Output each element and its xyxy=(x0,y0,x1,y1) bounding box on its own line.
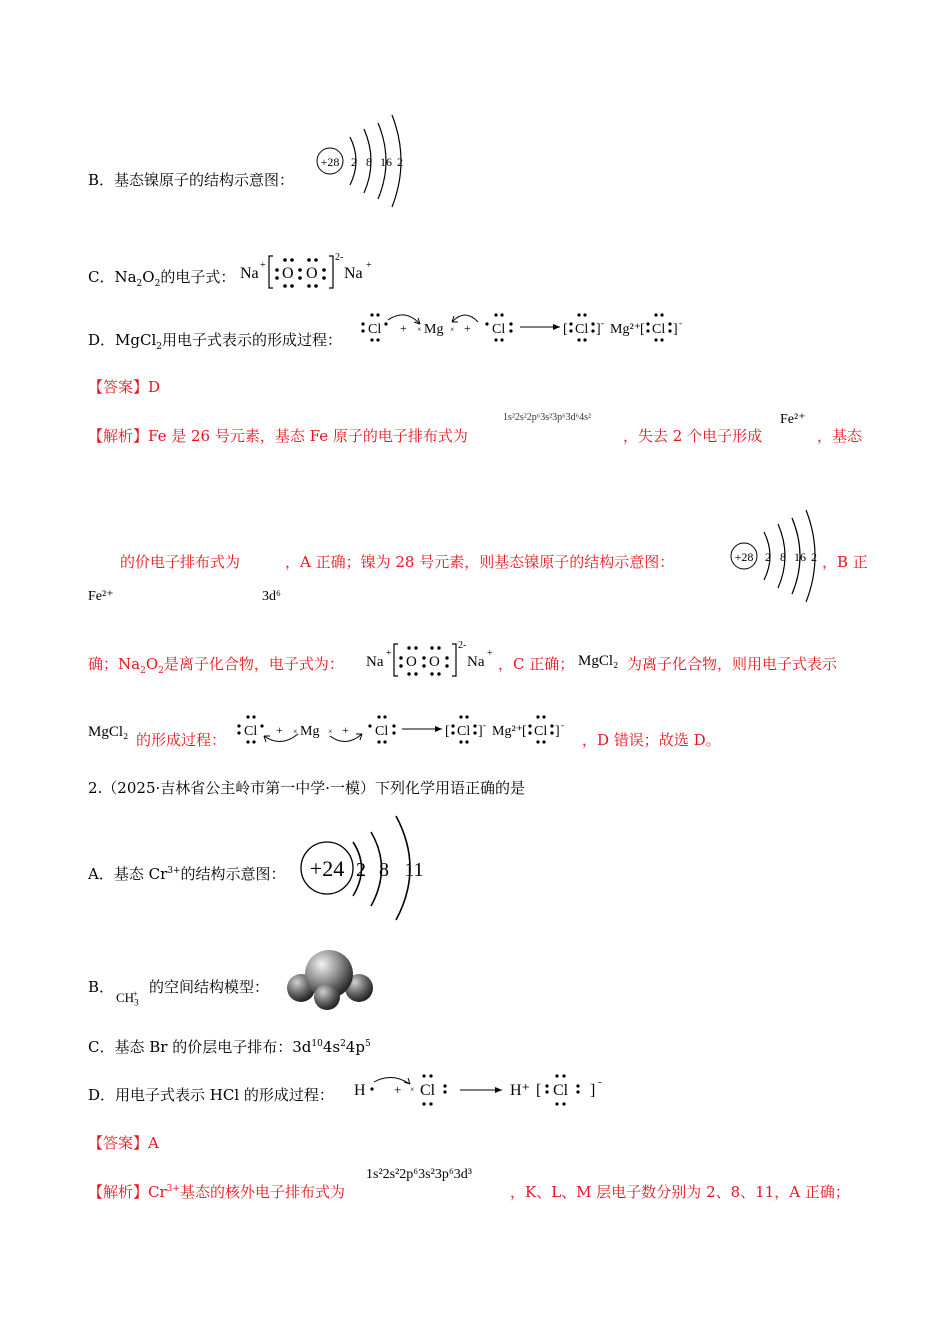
svg-text:Cl: Cl xyxy=(534,724,548,739)
svg-text:Cl: Cl xyxy=(420,1082,436,1099)
svg-text:Cl: Cl xyxy=(575,322,589,337)
svg-text:8: 8 xyxy=(379,859,389,881)
q1-expl-line1b: ，失去 2 个电子形成 xyxy=(623,427,763,445)
svg-text:×: × xyxy=(293,727,298,736)
h-atom-front xyxy=(314,984,340,1010)
svg-text:2: 2 xyxy=(356,859,366,881)
svg-text:2: 2 xyxy=(765,550,771,564)
svg-text:+: + xyxy=(464,321,471,335)
svg-text:+: + xyxy=(386,648,392,659)
svg-text:+: + xyxy=(487,648,493,659)
svg-text:+24: +24 xyxy=(309,856,345,881)
q1-expl-line3g: 为离子化合物，则用电子式表示 xyxy=(627,655,838,673)
mgcl2-formation-process-expl xyxy=(236,712,586,748)
q1-expl-line4a: 的形成过程： xyxy=(136,731,227,749)
svg-text:×: × xyxy=(328,727,333,736)
svg-text:×: × xyxy=(417,325,422,334)
svg-text:Cl: Cl xyxy=(492,322,506,337)
svg-text:+: + xyxy=(366,260,372,271)
mgcl2-label-2: MgCl₂ xyxy=(88,724,129,740)
q1-option-c: C．$Na_2O_2$的电子式： xyxy=(88,268,236,289)
na2o2-electron-formula-expl xyxy=(366,638,496,682)
q2-expl-c: ，K、L、M 层电子数分别为 2、8、11，A 正确； xyxy=(510,1183,850,1201)
na2o2-electron-formula xyxy=(240,250,380,294)
svg-text:]: ] xyxy=(596,322,601,337)
svg-text:Cl: Cl xyxy=(368,322,382,337)
svg-text:Cl: Cl xyxy=(375,724,389,739)
q1-expl-line2a: 的价电子排布式为 xyxy=(120,553,241,571)
mgcl2-label: MgCl₂ xyxy=(578,653,619,669)
ni-shell-4: 2 xyxy=(397,155,403,169)
q1-expl-line3a: 确；$Na_2O_2$是离子化合物，电子式为： xyxy=(88,655,344,676)
q1-option-b xyxy=(88,170,294,190)
svg-text:+28: +28 xyxy=(734,550,754,564)
svg-text:Cl: Cl xyxy=(652,322,666,337)
ni-shell-3: 16 xyxy=(380,155,392,169)
q1-option-b-text: B．基态镍原子的结构示意图： xyxy=(88,171,295,189)
ni-atom-structure-diagram-expl xyxy=(726,510,826,610)
svg-text:Na: Na xyxy=(366,654,384,670)
ch3-ball-model xyxy=(286,948,376,1012)
ch3-plus-label: $CH_3^+$ xyxy=(116,988,139,1008)
svg-text:[: [ xyxy=(536,1082,542,1099)
q1-expl-line4b: ，D 错误；故选 D。 xyxy=(582,731,721,749)
svg-text:2-: 2- xyxy=(335,252,344,263)
svg-text:[: [ xyxy=(445,724,450,739)
cr-electron-config: 1s²2s²2p⁶3s²3p⁶3d³ xyxy=(366,1167,472,1182)
svg-text:×: × xyxy=(410,1085,415,1094)
svg-text:-: - xyxy=(483,720,486,730)
svg-text:-: - xyxy=(601,318,604,328)
svg-text:-: - xyxy=(679,318,682,328)
svg-text:Na: Na xyxy=(344,265,363,282)
fe2plus-label: Fe²⁺ xyxy=(780,412,806,427)
q1-answer: 【答案】D xyxy=(88,378,161,396)
q1-expl-line1a: 【解析】Fe 是 26 号元素，基态 Fe 原子的电子排布式为 xyxy=(88,427,468,445)
svg-text:Na: Na xyxy=(240,265,259,282)
svg-text:-: - xyxy=(598,1076,602,1088)
cr3plus-structure-diagram xyxy=(298,812,438,922)
q1-expl-line2b: ，A 正确；镍为 28 号元素，则基态镍原子的结构示意图： xyxy=(285,553,675,571)
svg-text:O: O xyxy=(282,265,294,282)
svg-text:Mg: Mg xyxy=(300,724,320,739)
svg-text:H⁺: H⁺ xyxy=(510,1082,530,1099)
svg-text:[: [ xyxy=(563,322,568,337)
svg-text:+: + xyxy=(400,321,407,335)
ni-shell-1: 2 xyxy=(351,155,357,169)
q2-option-c: C．基态 Br 的价层电子排布：$3d^{10}4s^24p^5$ xyxy=(88,1038,371,1056)
hcl-formation-process xyxy=(354,1070,614,1110)
q2-option-a: A．基态 $Cr^{3+}$的结构示意图： xyxy=(88,865,286,883)
svg-text:+: + xyxy=(394,1082,402,1097)
svg-text:+: + xyxy=(342,723,349,737)
svg-text:2: 2 xyxy=(811,550,817,564)
svg-text:]: ] xyxy=(673,322,678,337)
q1-option-d: D．MgCl$_2$用电子式表示的形成过程： xyxy=(88,331,343,352)
q2-option-d: D．用电子式表示 HCl 的形成过程： xyxy=(88,1086,334,1104)
ni-atom-structure-diagram xyxy=(312,115,412,215)
svg-text:-: - xyxy=(561,720,564,730)
svg-text:8: 8 xyxy=(780,550,786,564)
svg-text:[: [ xyxy=(522,724,527,739)
svg-text:Na: Na xyxy=(467,654,485,670)
ni-shell-2: 8 xyxy=(366,155,372,169)
svg-text:Cl: Cl xyxy=(244,724,258,739)
svg-text:Mg²⁺: Mg²⁺ xyxy=(610,322,642,337)
svg-text:+: + xyxy=(276,723,283,737)
q1-expl-line3f: ，C 正确； xyxy=(498,655,575,673)
svg-text:2-: 2- xyxy=(458,640,467,651)
svg-text:16: 16 xyxy=(794,550,806,564)
q1-expl-line1c: ，基态 xyxy=(817,427,863,445)
svg-text:Mg: Mg xyxy=(424,322,444,337)
q2-answer: 【答案】A xyxy=(88,1134,159,1152)
svg-text:]: ] xyxy=(590,1082,596,1099)
svg-text:]: ] xyxy=(478,724,483,739)
fe-electron-config: 1s²2s²2p⁶3s²3p⁶3d⁶4s² xyxy=(503,412,592,423)
svg-text:Mg²⁺: Mg²⁺ xyxy=(492,724,524,739)
svg-text:O: O xyxy=(429,654,440,670)
mgcl2-formation-process xyxy=(360,310,700,346)
fe2plus-label-2: Fe²⁺ xyxy=(88,589,114,604)
q2-option-b: B． xyxy=(88,978,115,996)
svg-text:[: [ xyxy=(640,322,645,337)
svg-text:O: O xyxy=(406,654,417,670)
ni-nucleus-label: +28 xyxy=(320,155,340,169)
svg-text:Cl: Cl xyxy=(457,724,471,739)
q2-expl-a: 【解析】$Cr^{3+}$基态的核外电子排布式为 xyxy=(88,1183,345,1201)
fe2plus-3d6: 3d⁶ xyxy=(262,589,281,604)
svg-text:]: ] xyxy=(555,724,560,739)
svg-text:H: H xyxy=(354,1082,366,1099)
svg-text:+: + xyxy=(260,260,266,271)
q2-stem: 2.（2025·吉林省公主岭市第一中学·一模）下列化学用语正确的是 xyxy=(88,779,526,797)
q2-option-b-text: 的空间结构模型： xyxy=(149,978,270,996)
svg-text:Cl: Cl xyxy=(553,1082,569,1099)
q1-expl-line2c: ，B 正 xyxy=(822,553,868,571)
svg-text:11: 11 xyxy=(404,859,424,881)
svg-text:O: O xyxy=(306,265,318,282)
svg-text:×: × xyxy=(450,325,455,334)
